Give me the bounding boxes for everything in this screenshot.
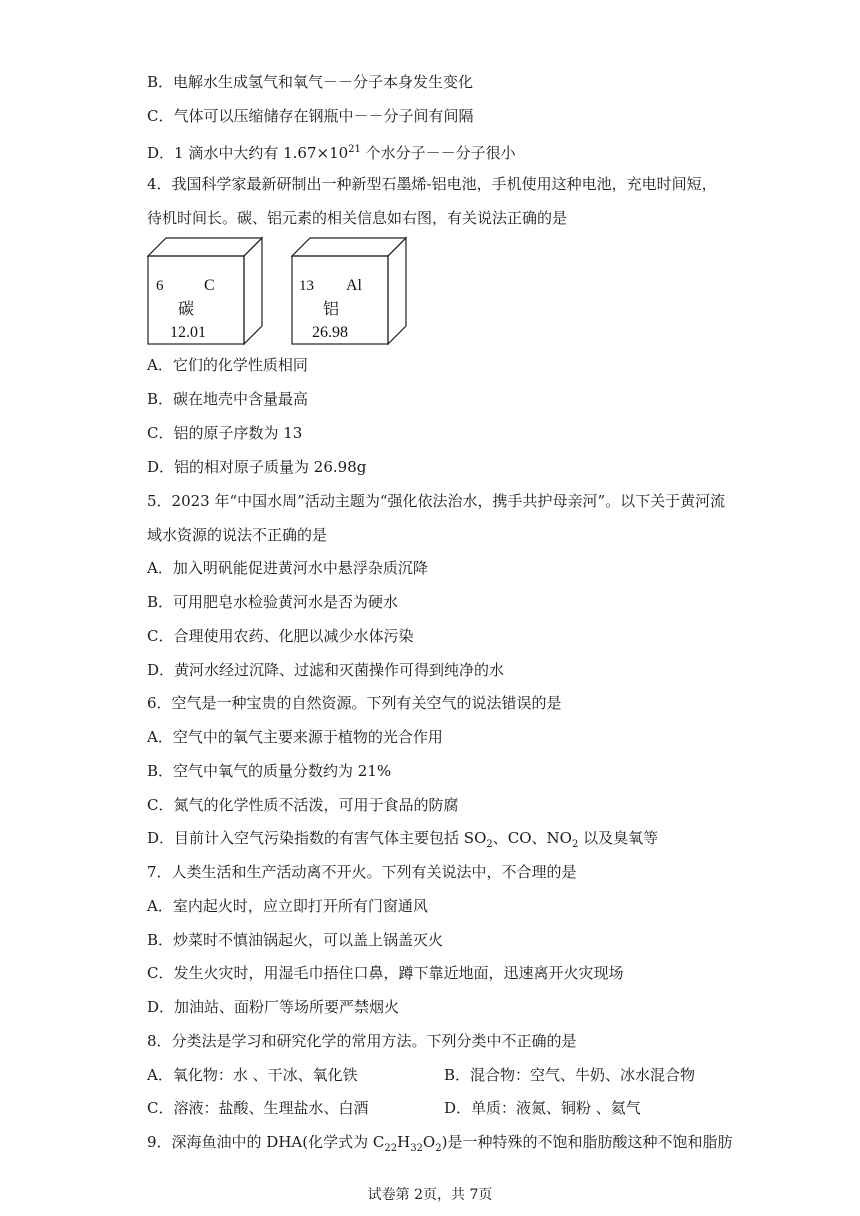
q5-option-d: D．黄河水经过沉降、过滤和灭菌操作可得到纯净的水	[147, 661, 505, 679]
q4-option-c: C．铝的原子序数为 13	[147, 424, 303, 442]
aluminum-name: 铝	[323, 301, 340, 318]
aluminum-symbol: Al	[346, 277, 362, 294]
q6-option-a: A．空气中的氧气主要来源于植物的光合作用	[147, 728, 443, 746]
q5-option-a: A．加入明矾能促进黄河水中悬浮杂质沉降	[147, 559, 428, 577]
q4-option-b: B．碳在地壳中含量最高	[147, 390, 309, 408]
carbon-number: 6	[156, 278, 164, 294]
page-footer: 试卷第 2页，共 7页	[367, 1187, 493, 1203]
q6-option-c: C．氮气的化学性质不活泼，可用于食品的防腐	[147, 796, 459, 814]
q7-option-b: B．炒菜时不慎油锅起火，可以盖上锅盖灭火	[147, 931, 444, 949]
q8-option-d: D．单质：液氮、铜粉 、氦气	[444, 1099, 641, 1117]
q5-option-c: C．合理使用农药、化肥以减少水体污染	[147, 627, 414, 645]
q8-stem: 8．分类法是学习和研究化学的常用方法。下列分类中不正确的是	[147, 1032, 577, 1050]
q8-option-c: C．溶液：盐酸、生理盐水、白酒	[147, 1099, 369, 1117]
q6-option-d: D．目前计入空气污染指数的有害气体主要包括 $SO_2$、CO、$NO_2$ 以及臭氧等	[147, 829, 659, 850]
q4-option-a: A．它们的化学性质相同	[147, 356, 308, 374]
q7-option-d: D．加油站、面粉厂等场所要严禁烟火	[147, 998, 400, 1016]
q6-option-b: B．空气中氧气的质量分数约为 21%	[147, 762, 392, 780]
q7-option-c: C．发生火灾时，用湿毛巾捂住口鼻，蹲下靠近地面，迅速离开火灾现场	[147, 964, 624, 982]
q3-option-d: D．1 滴水中大约有 $1.67\times 10^{21}$ 个水分子－－分子很小	[147, 144, 516, 162]
q3-option-c: C．气体可以压缩储存在钢瓶中－－分子间有间隔	[147, 107, 474, 125]
aluminum-number: 13	[299, 278, 314, 294]
carbon-mass: 12.01	[170, 324, 206, 341]
q6-stem: 6．空气是一种宝贵的自然资源。下列有关空气的说法错误的是	[147, 694, 562, 712]
q5-stem-line2: 域水资源的说法不正确的是	[147, 526, 328, 544]
q8-option-a: A．氧化物：水 、干冰、氧化铁	[147, 1066, 358, 1084]
q8-option-b: B．混合物：空气、牛奶、冰水混合物	[444, 1066, 696, 1084]
q3-option-b: B．电解水生成氢气和氧气－－分子本身发生变化	[147, 73, 474, 91]
q5-stem-line1: 5．2023 年“中国水周”活动主题为“强化依法治水，携手共护母亲河”。以下关于黄河流	[147, 492, 726, 510]
q4-option-d: D．铝的相对原子质量为 26.98g	[147, 458, 367, 476]
q5-option-b: B．可用肥皂水检验黄河水是否为硬水	[147, 593, 399, 611]
element-card-carbon	[146, 236, 264, 346]
q9-stem: 9．深海鱼油中的 DHA(化学式为 $C_{22}H_{32}O_2$)是一种特殊的不饱和脂肪酸这种不饱和脂肪	[147, 1133, 733, 1154]
q4-stem-line1: 4．我国科学家最新研制出一种新型石墨烯-铝电池，手机使用这种电池，充电时间短，	[147, 175, 717, 193]
carbon-symbol: C	[204, 277, 215, 294]
carbon-name: 碳	[178, 301, 195, 318]
q4-stem-line2: 待机时间长。碳、铝元素的相关信息如右图，有关说法正确的是	[147, 209, 568, 227]
q7-option-a: A．室内起火时，应立即打开所有门窗通风	[147, 897, 428, 915]
element-card-aluminum	[290, 236, 408, 346]
aluminum-mass: 26.98	[312, 324, 348, 341]
q7-stem: 7．人类生活和生产活动离不开火。下列有关说法中，不合理的是	[147, 863, 577, 881]
